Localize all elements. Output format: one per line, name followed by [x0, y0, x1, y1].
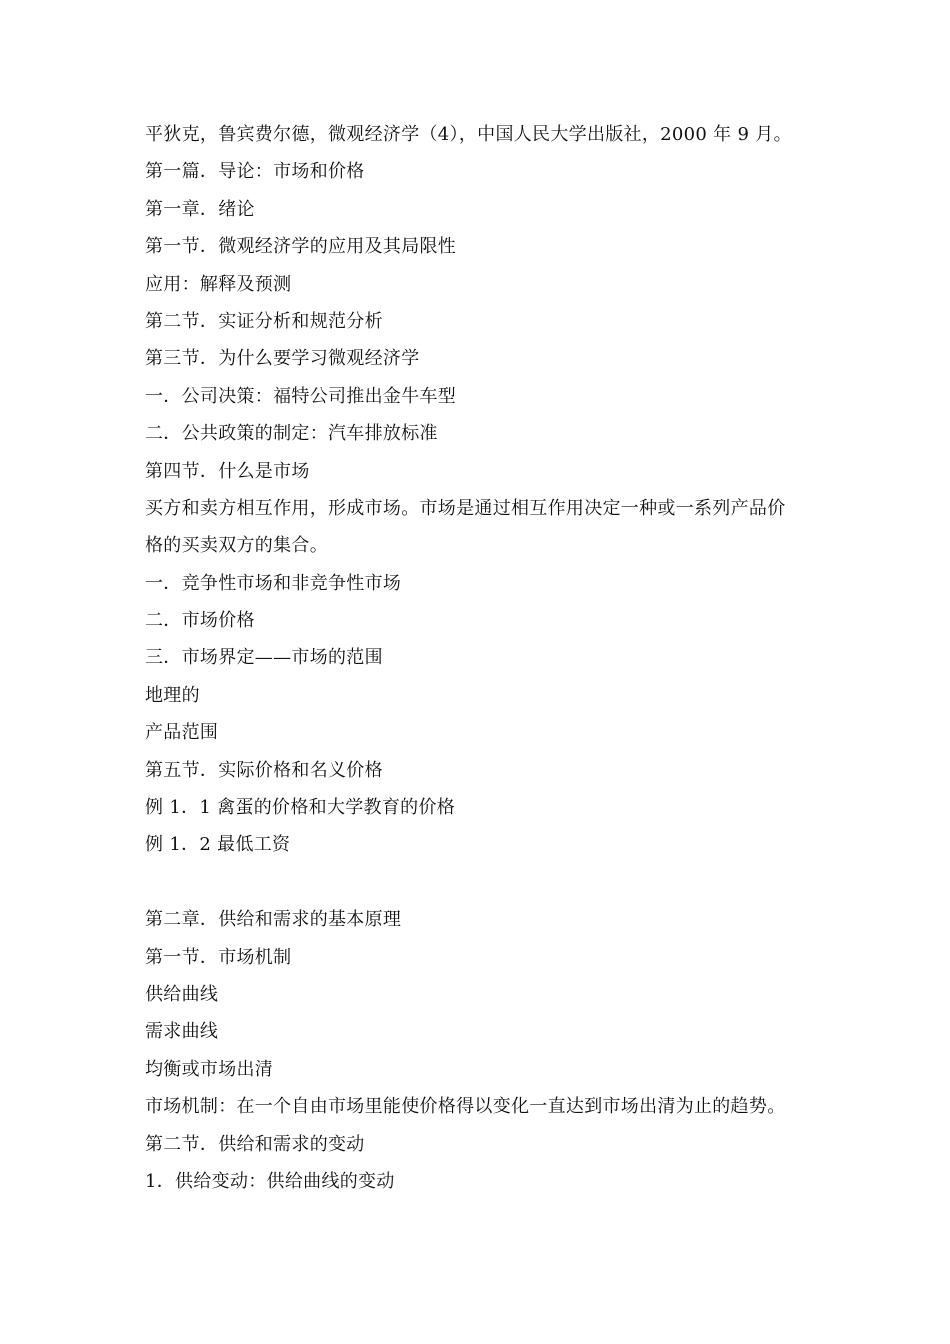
list-item: 三．市场界定——市场的范围 — [145, 647, 383, 669]
document-body — [145, 116, 825, 1200]
paragraph-line: 市场机制：在一个自由市场里能使价格得以变化一直达到市场出清为止的趋势。 — [145, 1096, 786, 1118]
text-line: 均衡或市场出清 — [145, 1058, 274, 1080]
chapter-heading: 第二章．供给和需求的基本原理 — [145, 909, 402, 931]
example-item: 例 1．1 禽蛋的价格和大学教育的价格 — [145, 797, 456, 819]
list-item: 二．市场价格 — [145, 610, 255, 632]
text-line: 应用：解释及预测 — [145, 273, 292, 295]
paragraph-line: 买方和卖方相互作用，形成市场。市场是通过相互作用决定一种或一系列产品价 — [145, 497, 786, 519]
text-line: 产品范围 — [145, 722, 219, 744]
section-heading: 第三节．为什么要学习微观经济学 — [145, 348, 420, 370]
section-heading: 第一节．微观经济学的应用及其局限性 — [145, 236, 457, 258]
example-item: 例 1．2 最低工资 — [145, 834, 291, 856]
list-item: 一．竞争性市场和非竞争性市场 — [145, 572, 402, 594]
text-line: 供给曲线 — [145, 983, 219, 1005]
section-heading: 第二节．实证分析和规范分析 — [145, 310, 383, 332]
chapter-heading: 第一章．绪论 — [145, 198, 255, 220]
section-heading: 第五节．实际价格和名义价格 — [145, 759, 383, 781]
text-line: 需求曲线 — [145, 1021, 219, 1043]
list-item: 二．公共政策的制定：汽车排放标准 — [145, 423, 438, 445]
list-item: 1．供给变动：供给曲线的变动 — [145, 1170, 395, 1192]
section-heading: 第四节．什么是市场 — [145, 460, 310, 482]
section-heading: 第一节．市场机制 — [145, 946, 292, 968]
blank-line — [145, 864, 825, 901]
text-line: 地理的 — [145, 684, 200, 706]
section-heading: 第二节．供给和需求的变动 — [145, 1133, 365, 1155]
list-item: 一．公司决策：福特公司推出金牛车型 — [145, 385, 457, 407]
paragraph-line: 格的买卖双方的集合。 — [145, 535, 328, 557]
reference-citation: 平狄克，鲁宾费尔德，微观经济学（4），中国人民大学出版社，2000 年 9 月。 — [145, 124, 792, 145]
part-heading: 第一篇．导论：市场和价格 — [145, 161, 365, 183]
